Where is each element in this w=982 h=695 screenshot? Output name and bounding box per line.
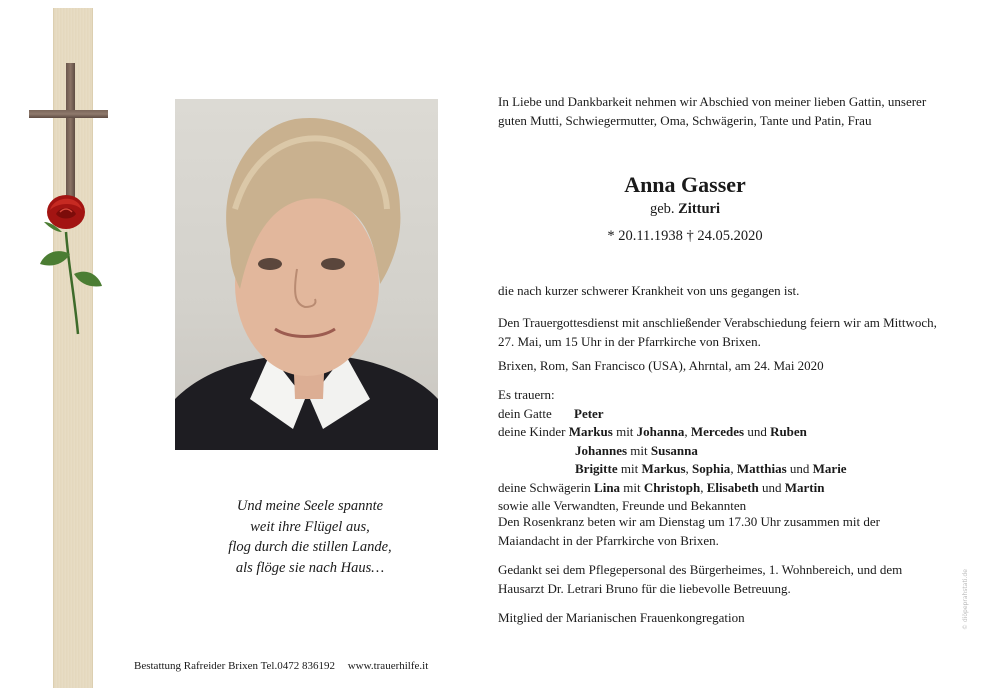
poem-line: Und meine Seele spannte — [236, 498, 384, 514]
mourner-row: sowie alle Verwandten, Freunde und Bekannten — [498, 498, 747, 513]
intro-text: In Liebe und Dankbarkeit nehmen wir Abschied von meiner lieben Gattin, unserer guten Mutti, Schwiegermutter, Oma, Schwägerin, Tante und Patin, Frau — [498, 94, 927, 128]
poem-line: flog durch die stillen Lande, — [228, 539, 392, 555]
born-prefix: geb. — [649, 201, 675, 217]
mourner-row: Brigitte mit Markus, Sophia, Matthias und Marie — [575, 461, 847, 476]
watermark: © diöpeprahstati.de — [962, 569, 969, 630]
thanks-text: Gedankt sei dem Pflegepersonal des Bürgerheimes, 1. Wohnbereich, und dem Hausarzt Dr. Letrari Bruno für die liebevolle Betreuung. — [498, 562, 903, 596]
life-dates: * 20.11.1938 † 24.05.2020 — [607, 228, 763, 244]
cross-icon-beam — [29, 110, 108, 118]
born-name: Zitturi — [678, 201, 721, 217]
mourners-list — [498, 386, 938, 516]
cross-icon — [66, 63, 75, 203]
undertaker-info: Bestattung Rafreider Brixen Tel.0472 836192 — [134, 660, 335, 672]
portrait-photo — [175, 99, 438, 450]
place-date-text: Brixen, Rom, San Francisco (USA), Ahrntal, am 24. Mai 2020 — [498, 358, 824, 373]
mourner-row: Johannes mit Susanna — [575, 442, 698, 458]
mourners-heading: Es trauern: — [498, 387, 555, 402]
poem — [175, 496, 445, 578]
poem-line: weit ihre Flügel aus, — [250, 518, 370, 535]
mourner-row: dein Gatte Peter — [498, 405, 604, 421]
poem-line: als flöge sie nach Haus… — [235, 559, 385, 576]
rose-icon — [36, 192, 106, 337]
deceased-name: Anna Gasser — [624, 172, 746, 197]
footer — [134, 660, 428, 672]
maiden-name — [560, 201, 810, 218]
service-text: Den Trauergottesdienst mit anschließender Verabschiedung feiern wir am Mittwoch, 27. Mai, um 15 Uhr in der Pfarrkirche von Brixen. — [498, 315, 937, 349]
mourner-row: deine Schwägerin Lina mit Christoph, Elisabeth und Martin — [498, 479, 825, 495]
membership-text: Mitglied der Marianischen Frauenkongregation — [498, 610, 745, 625]
mourner-row: deine Kinder Markus mit Johanna, Mercedes und Ruben — [498, 424, 807, 439]
website-link[interactable]: www.trauerhilfe.it — [347, 660, 429, 672]
illness-text: die nach kurzer schwerer Krankheit von uns gegangen ist. — [498, 283, 800, 298]
rosary-text: Den Rosenkranz beten wir am Dienstag um 17.30 Uhr zusammen mit der Maiandacht in der Pfarrkirche von Brixen. — [498, 514, 880, 548]
